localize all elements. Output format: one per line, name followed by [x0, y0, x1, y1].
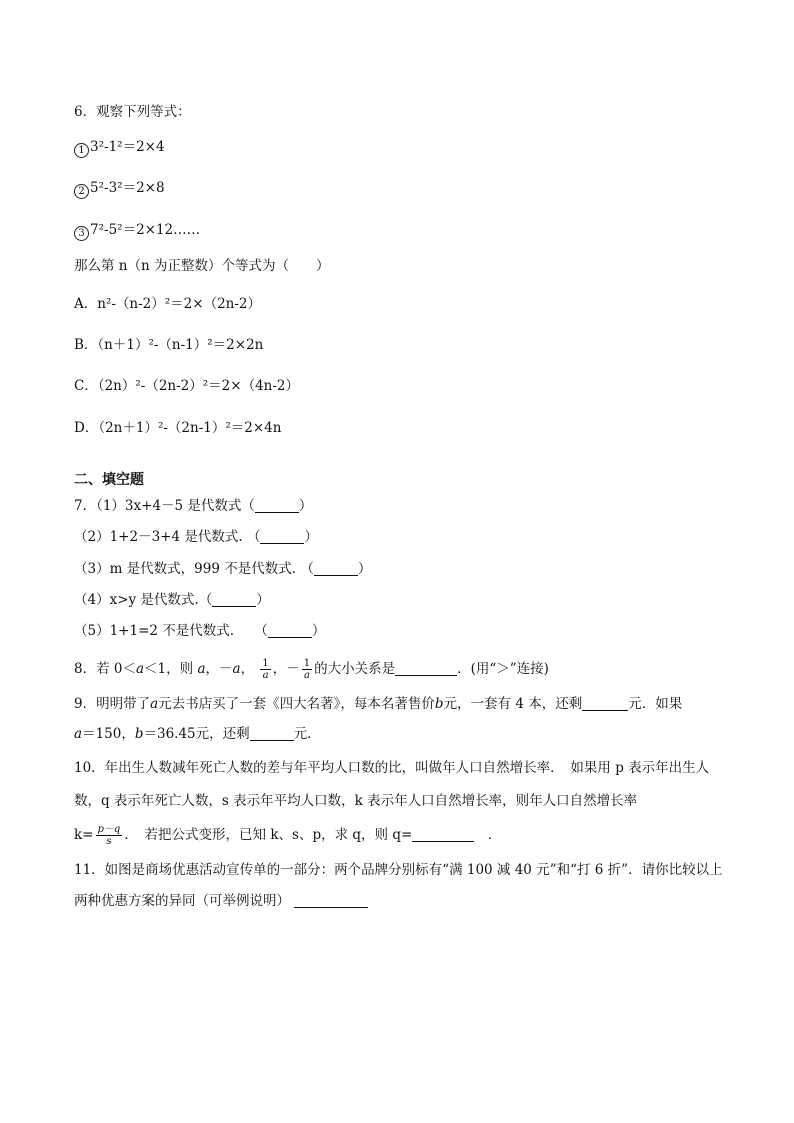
q7-part-5-text: （5）1+1=2 不是代数式. （ [74, 623, 268, 639]
q6-stem: 6．观察下列等式： [74, 104, 191, 120]
q8-fraction-numerator: 1 [303, 658, 311, 669]
q9-b-value: ＝36.45 [143, 726, 196, 742]
q8-var-a: a [135, 661, 145, 677]
q6-option-c: C．（2n）²-（2n-2）²＝2×（4n-2） [74, 378, 300, 394]
q9-var-b: b [134, 726, 144, 742]
q10-text: ． 若把公式变形，已知 k、s、p，求 q，则 q= [124, 827, 413, 843]
answer-blank[interactable] [260, 529, 304, 544]
q9-text: 元，还剩 [195, 726, 250, 742]
q7-part-2 [74, 528, 318, 546]
q6-equation-2-text: 5²-3²＝2×8 [90, 180, 165, 196]
q11-text: 两种优惠方案的异同（可举例说明） [74, 893, 290, 909]
answer-blank[interactable] [395, 661, 457, 676]
q10-line-1: 10．年出生人数减年死亡人数的差与年平均人口数的比，叫做年人口自然增长率． 如果用 p 表示年出生人 [74, 760, 710, 776]
q10-line-3 [74, 820, 501, 850]
q10-fraction-numerator: p－q [97, 824, 121, 835]
circled-number-3: 3 [74, 226, 89, 241]
q6-option-d: D．（2n＋1）²-（2n-1）²＝2×4n [74, 420, 282, 436]
q8-var-a: a [232, 661, 241, 677]
q8-sep: ， [205, 661, 219, 677]
q11-line-1: 11．如图是商场优惠活动宣传单的一部分：两个品牌分别标有“满 100 减 40 元”和“打 6 折”．请你比较以上 [74, 862, 723, 878]
q8-mid: ＜1，则 [144, 661, 194, 677]
q9-var-a: a [74, 726, 83, 742]
q10-fraction-denominator: s [106, 836, 112, 847]
q8-fraction-neg [302, 658, 312, 681]
q7-part-3-text: （3）m 是代数式，999 不是代数式. （ [74, 561, 314, 577]
q8-sep: ， [272, 661, 287, 677]
answer-blank[interactable] [212, 592, 256, 607]
q7-part-5 [74, 622, 325, 640]
q6-option-b: B．（n＋1）²-（n-1）²＝2×2n [74, 337, 264, 353]
answer-blank[interactable] [314, 561, 358, 576]
q9-text: 元，一套有 4 本，还剩 [443, 696, 583, 712]
q9-line-1 [74, 695, 682, 713]
q7-part-1 [74, 497, 312, 515]
bracket-close: ） [357, 561, 372, 577]
q9-text: 元． [293, 726, 321, 742]
q9-text: 元．如果 [628, 696, 683, 712]
q9-text: 9．明明带了 [74, 696, 151, 712]
q8-fraction-numerator: 1 [262, 658, 269, 669]
q10-end: ． [487, 827, 502, 843]
answer-blank[interactable] [582, 696, 628, 711]
q6-equation-3-text: 7²-5²＝2×12…… [90, 222, 201, 238]
q8-neg: － [286, 661, 300, 677]
bracket-close: ） [311, 623, 326, 639]
q9-var-a: a [150, 696, 159, 712]
q7-part-2-text: （2）1+2－3+4 是代数式. （ [74, 529, 261, 545]
q8-sep: ， [240, 661, 255, 677]
answer-blank[interactable] [268, 623, 312, 638]
bracket-close: ） [304, 529, 318, 545]
q10-fraction [96, 824, 123, 847]
q7-part-1-text: 7．（1）3x+4－5 是代数式（ [74, 498, 255, 514]
q8-fraction-denominator: a [262, 670, 269, 681]
q6-equation-1 [74, 138, 165, 158]
q6-equation-2 [74, 179, 165, 199]
q9-text: 元去书店买了一套《四大名著》，每本名著售价 [158, 696, 435, 712]
q9-line-2: a＝150，b＝36.45元，还剩 元． [74, 726, 321, 742]
q7-part-3 [74, 560, 371, 578]
circled-number-1: 1 [74, 143, 89, 158]
q8-neg: － [219, 661, 233, 677]
answer-blank[interactable] [412, 827, 474, 842]
q8-lead: 8．若 0＜ [74, 661, 136, 677]
q10-k: k= [74, 827, 94, 843]
q8-after: ．(用“＞”连接) [457, 661, 549, 677]
q6-equation-1-text: 3²-1²＝2×4 [90, 139, 165, 155]
q8-fraction-denominator: a [303, 670, 310, 681]
q8-tail: 的大小关系是 [314, 661, 396, 677]
q8-fraction [260, 658, 270, 681]
answer-blank[interactable] [255, 498, 299, 513]
bracket-close: ） [256, 592, 270, 608]
circled-number-2: 2 [74, 184, 89, 199]
q8-var-a: a [197, 661, 206, 677]
answer-blank[interactable] [250, 726, 294, 741]
q6-question: 那么第 n（n 为正整数）个等式为（ ） [74, 258, 330, 274]
q7-part-4-text: （4）x>y 是代数式.（ [74, 592, 213, 608]
q7-part-4 [74, 591, 270, 609]
q6-equation-3 [74, 221, 200, 241]
q11-line-2 [74, 892, 368, 910]
q8 [74, 656, 549, 682]
section-title: 二、填空题 [74, 472, 144, 488]
q6-option-a: A．n²-（n-2）²＝2×（2n-2） [74, 296, 262, 312]
answer-blank[interactable] [294, 893, 368, 908]
q9-var-b: b [434, 696, 444, 712]
q9-a-value: ＝150 [82, 726, 122, 742]
q10-line-2: 数，q 表示年死亡人数，s 表示年平均人口数，k 表示年人口自然增长率，则年人口自然增长率 [74, 793, 638, 809]
bracket-close: ） [298, 498, 313, 514]
